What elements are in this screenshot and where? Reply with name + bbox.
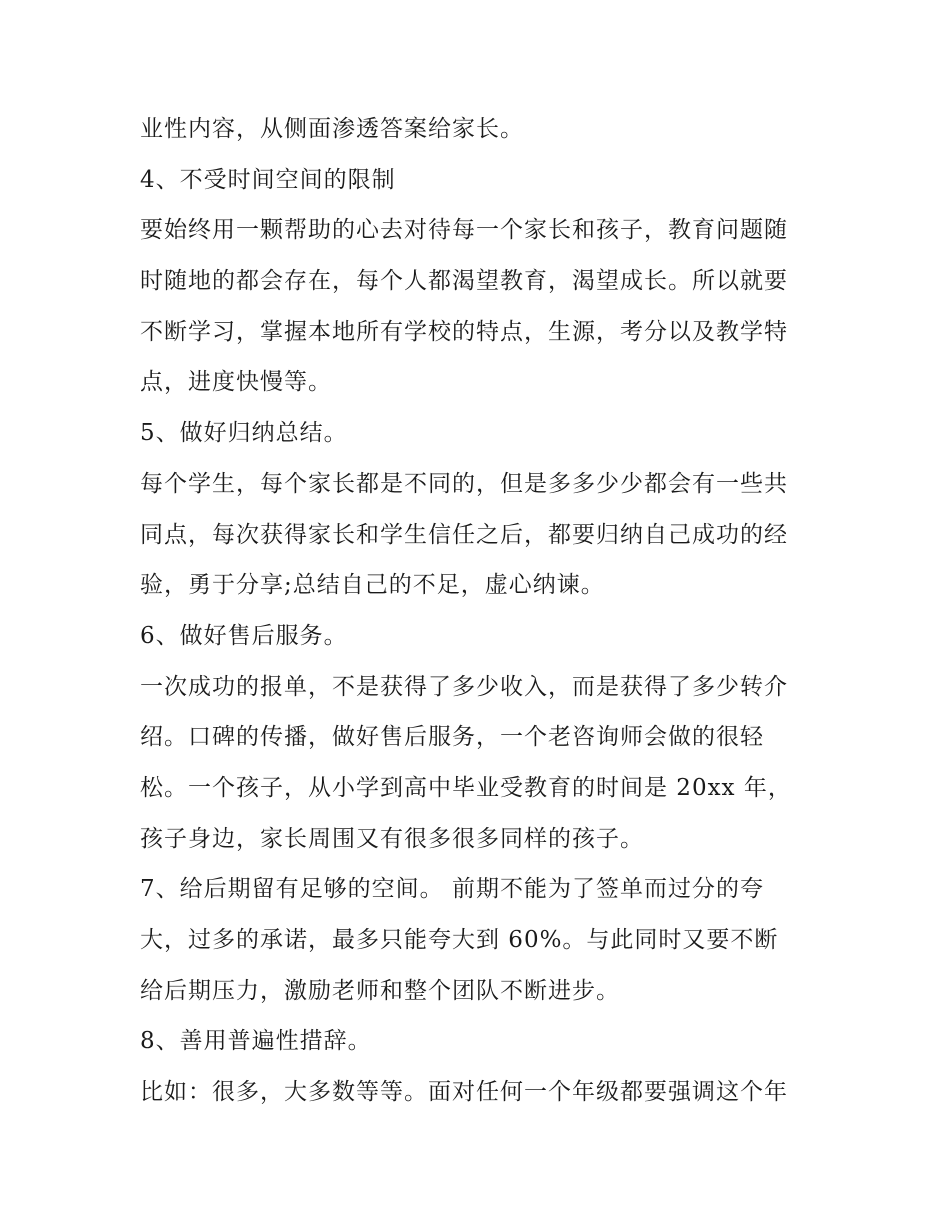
section-heading-4: 4、不受时间空间的限制 <box>140 166 396 193</box>
text-line: 要始终用一颗帮助的心去对待每一个家长和孩子，教育问题随 <box>140 217 788 244</box>
text-line: 孩子身边，家长周围又有很多很多同样的孩子。 <box>140 825 644 852</box>
text-line: 绍。口碑的传播，做好售后服务，一个老咨询师会做的很轻 <box>140 724 764 751</box>
text-line: 不断学习，掌握本地所有学校的特点，生源，考分以及教学特 <box>140 318 788 345</box>
document-body <box>140 104 820 1118</box>
text-line: 给后期压力，激励老师和整个团队不断进步。 <box>140 977 620 1004</box>
text-line: 比如：很多，大多数等等。面对任何一个年级都要强调这个年 <box>140 1079 788 1106</box>
section-heading-6: 6、做好售后服务。 <box>140 622 348 649</box>
text-line: 大，过多的承诺，最多只能夸大到 60%。与此同时又要不断 <box>140 927 779 953</box>
text-line: 松。一个孩子，从小学到高中毕业受教育的时间是 20xx 年， <box>140 774 792 801</box>
text-line: 一次成功的报单，不是获得了多少收入，而是获得了多少转介 <box>140 673 788 700</box>
text-line: 点，进度快慢等。 <box>140 369 332 396</box>
section-heading-8: 8、善用普遍性措辞。 <box>140 1028 372 1055</box>
text-line: 业性内容，从侧面渗透答案给家长。 <box>140 116 524 142</box>
section-heading-5: 5、做好归纳总结。 <box>140 420 348 447</box>
section-heading-7: 7、给后期留有足够的空间。 前期不能为了签单而过分的夸 <box>140 876 764 903</box>
text-line: 同点，每次获得家长和学生信任之后，都要归纳自己成功的经 <box>140 521 788 548</box>
text-line: 时随地的都会存在，每个人都渴望教育，渴望成长。所以就要 <box>140 268 788 295</box>
text-line: 每个学生，每个家长都是不同的，但是多多少少都会有一些共 <box>140 470 788 497</box>
text-line: 验，勇于分享;总结自己的不足，虚心纳谏。 <box>140 572 605 599</box>
